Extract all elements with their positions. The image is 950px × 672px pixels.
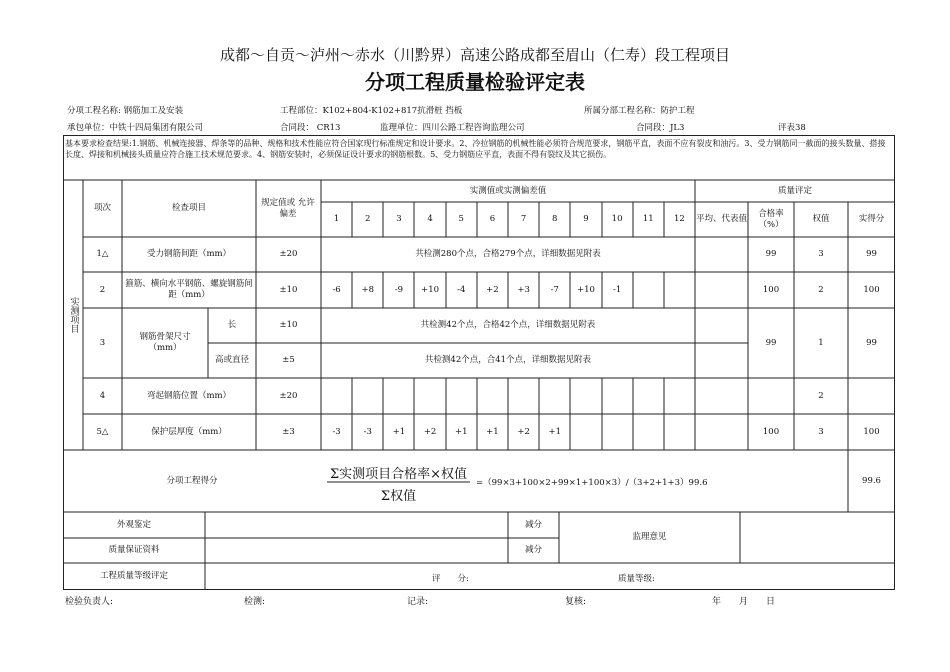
- row4-no: 4: [99, 390, 106, 401]
- footer-review: 复核:: [565, 597, 587, 607]
- quality-grade-label: 质量等级:: [618, 574, 655, 584]
- header-average: 平均、代表值: [695, 214, 747, 224]
- row3-spec-height: ±5: [282, 355, 295, 365]
- header-score: 实得分: [858, 214, 885, 224]
- row1-summary: 共检测280个点，合格279个点，详细数据见附表: [415, 249, 601, 259]
- header-col-10: 10: [611, 214, 623, 224]
- row4-spec: ±20: [279, 390, 298, 401]
- row2-value-5: -4: [457, 284, 466, 295]
- header-col-7: 7: [520, 214, 527, 224]
- row5-spec: ±3: [282, 426, 295, 437]
- project-title: 成都～自贡～泸州～赤水（川黔界）高速公路成都至眉山（仁寿）段工程项目: [219, 46, 730, 64]
- row1-weight: 3: [818, 249, 824, 259]
- header-col-11: 11: [642, 214, 654, 224]
- row2-value-8: -7: [550, 284, 559, 295]
- header-col-6: 6: [489, 214, 496, 224]
- header-col-3: 3: [396, 214, 402, 224]
- row3-item: 钢筋骨架尺寸（mm）: [139, 332, 191, 353]
- header-col-1: 1: [333, 214, 340, 224]
- row2-rate: 100: [762, 284, 780, 295]
- header-item-no: 项次: [93, 203, 111, 213]
- score-label: 分项工程得分: [166, 475, 218, 486]
- row2-score: 100: [863, 284, 880, 295]
- header-col-2: 2: [365, 214, 371, 224]
- basic-requirements: 基本要求检查结果:1.钢筋、机械连接器、焊条等的品种、规格和技术性能应符合国家现行标准规定和设计要求。2、冷拉钢筋的机械性能必须符合规范要求，钢筋平直，表面不应有裂皮和油污。3、受力钢筋同一截面的接头数量、搭接长度、焊接和机械接头质量应符合施工技术规范要求。4、钢筋安装时，必须保证设计要求的钢筋根数。5、受力钢筋应平直，表面不得有裂纹及其它损伤。: [65, 139, 886, 159]
- contractor: 承包单位：中铁十四局集团有限公司: [67, 123, 204, 133]
- row3-sub-length: 长: [227, 320, 237, 330]
- header-quality: 质量评定: [777, 185, 812, 196]
- row2-value-4: +10: [421, 284, 440, 295]
- parent-project: 所属分部工程名称：防护工程: [584, 106, 695, 116]
- formula-numerator: Σ实测项目合格率×权值: [329, 467, 468, 482]
- row5-weight: 3: [818, 426, 824, 437]
- row5-value-2: -3: [363, 426, 372, 437]
- row5-score: 100: [863, 426, 880, 437]
- form-number: 评表38: [778, 123, 806, 133]
- row3-no: 3: [99, 337, 106, 348]
- supervisor-unit: 监理单位：四川公路工程咨询监理公司: [380, 123, 525, 133]
- row5-value-3: +1: [392, 426, 406, 437]
- row2-value-6: +2: [486, 284, 499, 295]
- contract-section: 合同段： CR13: [280, 123, 341, 133]
- row3-spec-length: ±10: [279, 320, 298, 330]
- header-check-item: 检查项目: [171, 203, 206, 213]
- row3-weight: 1: [818, 337, 824, 348]
- row2-value-9: +10: [576, 284, 595, 295]
- supervisor-opinion-label: 监理意见: [632, 532, 667, 542]
- row3-score: 99: [866, 337, 877, 348]
- row5-value-11: [633, 414, 664, 450]
- total-score: 99.6: [862, 475, 881, 486]
- row5-value-12: [664, 414, 695, 450]
- side-label-measured-items: 实测项目: [68, 297, 79, 333]
- row2-no: 2: [99, 284, 106, 295]
- row2-weight: 2: [818, 284, 824, 295]
- grade-label: 工程质量等级评定: [99, 571, 168, 581]
- row2-spec: ±10: [279, 284, 298, 295]
- appearance-deduct: 减分: [524, 519, 542, 530]
- row5-value-5: +1: [454, 426, 468, 437]
- header-weight: 权值: [812, 214, 830, 224]
- row1-spec: ±20: [279, 249, 298, 259]
- row5-value-8: +1: [548, 426, 562, 437]
- row5-value-6: +1: [486, 426, 499, 437]
- rating-label: 评 分:: [432, 574, 469, 584]
- header-measured: 实测值或实测偏差值: [469, 185, 547, 196]
- footer-record: 记录:: [407, 597, 429, 607]
- row5-no: 5△: [96, 426, 109, 437]
- appearance-label: 外观鉴定: [116, 519, 151, 530]
- row3-summary-height: 共检测42个点，合41个点，详细数据见附表: [424, 355, 592, 365]
- supervision-contract: 合同段：JL3: [636, 123, 685, 133]
- row5-item: 保护层厚度（mm）: [151, 426, 227, 437]
- row1-score: 99: [866, 249, 877, 259]
- row5-value-7: +2: [517, 426, 530, 437]
- header-col-5: 5: [458, 214, 464, 224]
- row2-value-12: [664, 272, 695, 308]
- header-col-12: 12: [674, 214, 685, 224]
- project-part: 工程部位：K102+804-K102+817抗滑桩 挡板: [280, 106, 463, 116]
- footer-inspector: 检验负责人:: [65, 597, 114, 607]
- header-col-9: 9: [583, 214, 589, 224]
- row3-sub-height: 高或直径: [214, 355, 249, 365]
- row1-rate: 99: [765, 249, 777, 259]
- row3-summary-length: 共检测42个点，合格42个点，详细数据见附表: [420, 320, 596, 330]
- quality-docs-deduct: 减分: [524, 545, 542, 555]
- row4-item: 弯起钢筋位置（mm）: [146, 390, 232, 401]
- header-col-4: 4: [427, 214, 433, 224]
- row2-value-3: -9: [394, 284, 404, 295]
- row2-value-7: +3: [517, 284, 530, 295]
- form-title: 分项工程质量检验评定表: [365, 70, 585, 94]
- row5-value-9: [570, 414, 601, 450]
- row2-value-1: -6: [332, 284, 341, 295]
- row5-value-1: -3: [332, 426, 341, 437]
- row5-rate: 100: [762, 426, 780, 437]
- footer-check: 检测:: [244, 597, 266, 607]
- formula-denominator: Σ权值: [380, 489, 417, 504]
- row1-item: 受力钢筋间距（mm）: [146, 249, 232, 259]
- row2-value-2: +8: [361, 284, 374, 295]
- formula-expression: =（99×3+100×2+99×1+100×3）/（3+2+1+3）99.6: [476, 478, 708, 488]
- header-spec: 规定值或 允许偏差: [261, 197, 315, 219]
- row4-weight: 2: [818, 390, 824, 401]
- row2-item: 箍筋、横向水平钢筋、螺旋钢筋间距（mm）: [125, 279, 253, 300]
- header-pass-rate: 合格率（%）: [758, 208, 784, 230]
- row1-no: 1△: [96, 249, 109, 259]
- row5-value-4: +2: [423, 426, 437, 437]
- row2-value-11: [633, 272, 664, 308]
- quality-docs-label: 质量保证资料: [108, 545, 160, 555]
- row3-rate: 99: [765, 337, 777, 348]
- footer-date: 年 月 日: [712, 597, 776, 607]
- header-col-8: 8: [552, 214, 558, 224]
- row2-value-10: -1: [612, 284, 622, 295]
- subproject-name: 分项工程名称: 钢筋加工及安装: [67, 106, 184, 116]
- row5-value-10: [602, 414, 633, 450]
